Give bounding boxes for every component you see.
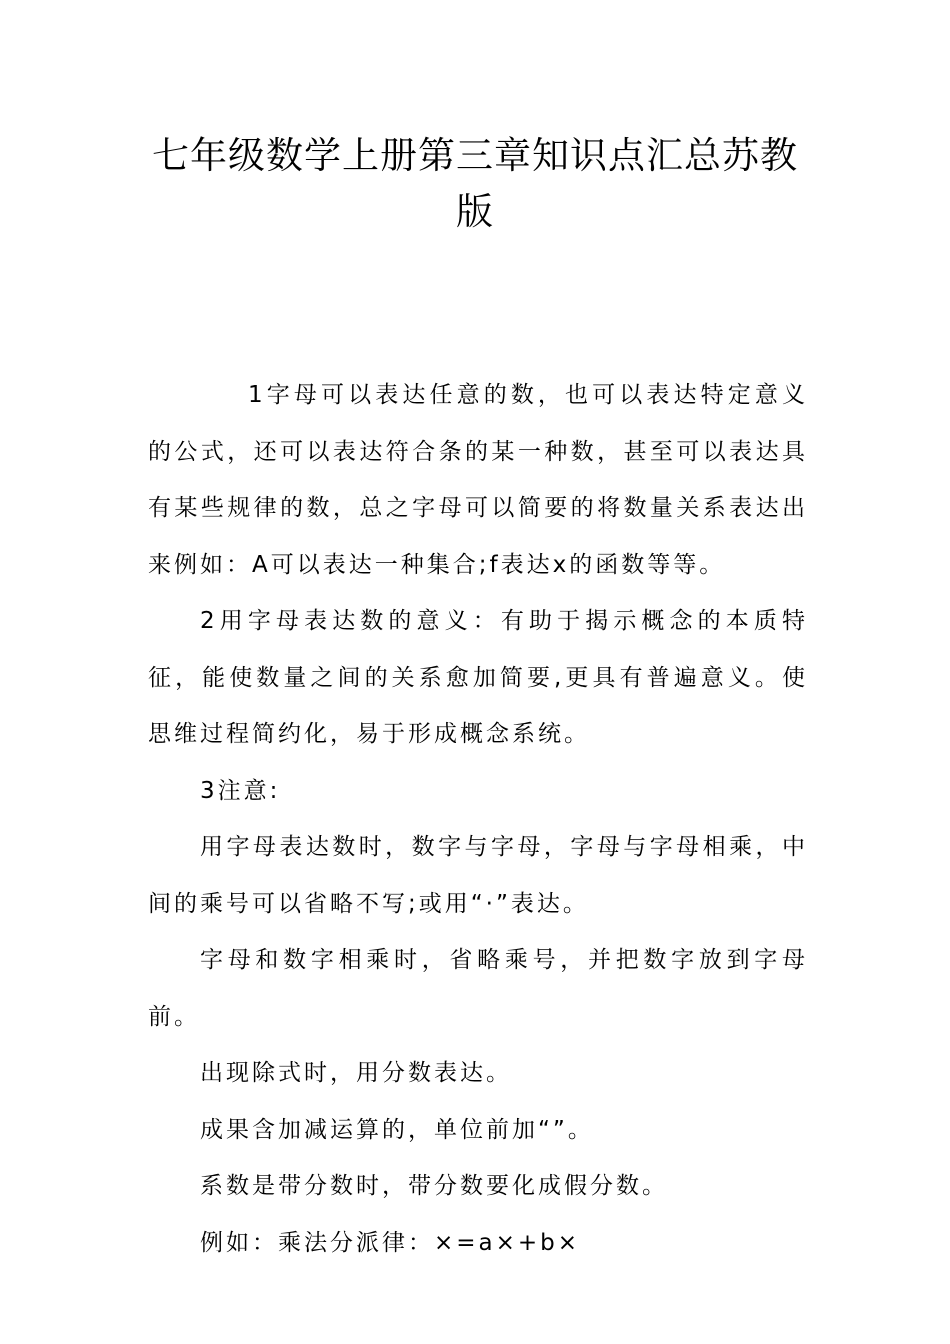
paragraph-3-heading: 3注意: bbox=[200, 777, 281, 804]
paragraph-6: 出现除式时，用分数表达。 bbox=[200, 1060, 512, 1086]
paragraph-5: 字母和数字相乘时，省略乘号，并把数字放到字母前。 bbox=[148, 947, 808, 1030]
paragraph-2: 2用字母表达数的意义：有助于揭示概念的本质特征，能使数量之间的关系愈加简要,更具有普遍意义。使思维过程简约化，易于形成概念系统。 bbox=[148, 608, 808, 747]
paragraph-8: 系数是带分数时，带分数要化成假分数。 bbox=[200, 1173, 668, 1199]
document-body bbox=[148, 367, 808, 1271]
paragraph-7: 成果含加减运算的，单位前加“”。 bbox=[200, 1116, 594, 1143]
document-title: 七年级数学上册第三章知识点汇总苏教版 bbox=[152, 134, 798, 233]
paragraph-1: 1字母可以表达任意的数，也可以表达特定意义的公式，还可以表达符合条的某一种数，甚至可以表达具有某些规律的数，总之字母可以简要的将数量关系表达出来例如：A可以表达一种集合;f表达x的函数等等。 bbox=[148, 382, 808, 578]
paragraph-4: 用字母表达数时，数字与字母，字母与字母相乘，中间的乘号可以省略不写;或用“·”表达。 bbox=[148, 834, 808, 917]
paragraph-9: 例如：乘法分派律：×=a×+b× bbox=[200, 1229, 581, 1256]
